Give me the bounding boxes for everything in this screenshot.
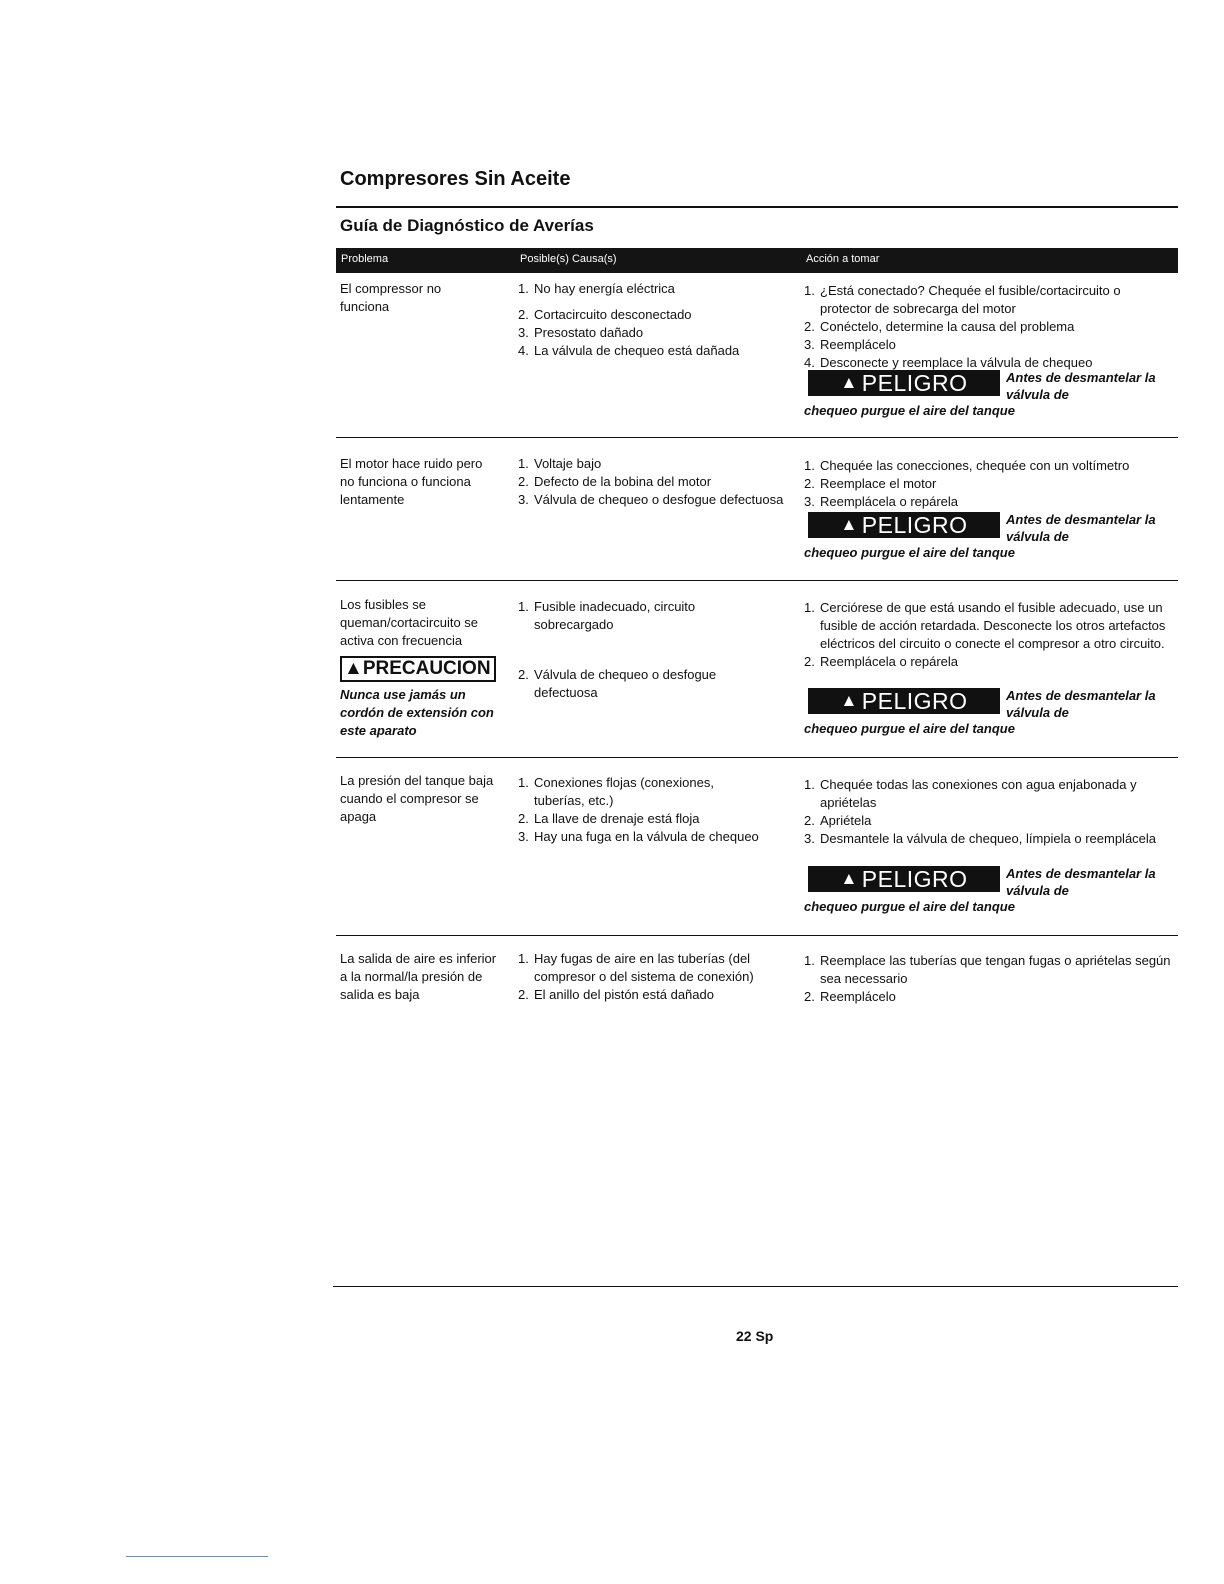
table-header <box>336 248 1178 273</box>
list-item: 2. El anillo del pistón está dañado <box>518 987 714 1002</box>
warning-triangle-icon: ▲ <box>840 515 858 534</box>
list-item: 4. Desconecte y reemplace la válvula de chequeo <box>804 355 1093 370</box>
list-item: 1. Chequée las conecciones, chequée con un voltímetro <box>804 458 1130 473</box>
title-divider <box>336 206 1178 208</box>
header-problem: Problema <box>341 253 389 265</box>
list-item: 2. Cortacircuito desconectado <box>518 307 692 322</box>
row-divider <box>336 757 1178 758</box>
danger-warning: ▲ PELIGRO Antes de desmantelar la válvula de chequeo purgue el aire del tanque <box>804 687 1156 736</box>
list-item: 2. Reemplácelo <box>804 989 896 1004</box>
section-title: Guía de Diagnóstico de Averías <box>340 216 594 235</box>
list-item: 1. Hay fugas de aire en las tuberías (del compresor o del sistema de conexión) <box>518 951 754 984</box>
list-item: 2. Defecto de la bobina del motor <box>518 474 712 489</box>
warning-triangle-icon: ▲ <box>840 869 858 888</box>
row-3-actions <box>804 599 1174 671</box>
list-item: 2. La llave de drenaje está floja <box>518 811 700 826</box>
warning-triangle-icon: ▲ <box>840 373 858 392</box>
row-1-problem: El compressor no funciona <box>340 281 442 314</box>
row-1-actions <box>804 282 1174 372</box>
list-item: 4. La válvula de chequeo está dañada <box>518 343 740 358</box>
list-item: 2. Reemplace el motor <box>804 476 937 491</box>
footer-divider <box>333 1286 1178 1287</box>
list-item: 3. Presostato dañado <box>518 325 644 340</box>
list-item: 3. Hay una fuga en la válvula de chequeo <box>518 829 759 844</box>
scan-artifact-line <box>126 1556 268 1557</box>
list-item: 1. No hay energía eléctrica <box>518 281 675 296</box>
row-divider <box>336 580 1178 581</box>
caution-warning: ▲PRECAUCION Nunca use jamás un cordón de extensión con este aparato <box>340 656 510 740</box>
row-2-causes <box>518 455 788 509</box>
header-action: Acción a tomar <box>806 253 880 265</box>
list-item: 2. Válvula de chequeo o desfogue defectuosa <box>518 667 717 700</box>
danger-warning: ▲ PELIGRO Antes de desmantelar la válvula de chequeo purgue el aire del tanque <box>804 511 1156 560</box>
warning-triangle-icon: ▲ <box>344 658 363 679</box>
row-3-causes <box>518 598 788 702</box>
warning-triangle-icon: ▲ <box>840 691 858 710</box>
list-item: 2. Apriétela <box>804 813 872 828</box>
row-1-causes <box>518 280 788 360</box>
list-item: 1. Reemplace las tuberías que tengan fugas o apriételas según sea necessario <box>804 953 1171 986</box>
list-item: 2. Conéctelo, determine la causa del problema <box>804 319 1075 334</box>
list-item: 1. Fusible inadecuado, circuito sobrecargado <box>518 599 696 632</box>
header-causes: Posible(s) Causa(s) <box>520 253 617 265</box>
row-4-causes <box>518 774 788 846</box>
row-4-problem: La presión del tanque baja cuando el compresor se apaga <box>340 773 494 824</box>
list-item: 1. Voltaje bajo <box>518 456 602 471</box>
list-item: 3. Válvula de chequeo o desfogue defectuosa <box>518 492 784 507</box>
row-divider <box>336 437 1178 438</box>
page-title: Compresores Sin Aceite <box>340 168 571 190</box>
danger-warning: ▲ PELIGRO Antes de desmantelar la válvula de chequeo purgue el aire del tanque <box>804 865 1156 914</box>
list-item: 3. Reemplácelo <box>804 337 896 352</box>
row-divider <box>336 935 1178 936</box>
row-3-problem: Los fusibles se queman/cortacircuito se activa con frecuencia <box>340 597 479 648</box>
row-2-problem: El motor hace ruido pero no funciona o funciona lentamente <box>340 456 483 507</box>
row-4-actions <box>804 776 1174 848</box>
list-item: 1. Conexiones flojas (conexiones, tuberías, etc.) <box>518 775 714 808</box>
row-5-causes <box>518 950 788 1004</box>
danger-warning: ▲ PELIGRO Antes de desmantelar la válvula de chequeo purgue el aire del tanque <box>804 369 1156 418</box>
list-item: 2. Reemplácela o repárela <box>804 654 959 669</box>
row-5-problem: La salida de aire es inferior a la normal/la presión de salida es baja <box>340 951 497 1002</box>
page-number: 22 Sp <box>736 1328 774 1344</box>
list-item: 3. Reemplácela o repárela <box>804 494 959 509</box>
list-item: 1. ¿Está conectado? Chequée el fusible/cortacircuito o protector de sobrecarga del motor <box>804 283 1121 316</box>
row-5-actions <box>804 952 1174 1006</box>
list-item: 3. Desmantele la válvula de chequeo, límpiela o reemplácela <box>804 831 1157 846</box>
list-item: 1. Chequée todas las conexiones con agua enjabonada y apriételas <box>804 777 1137 810</box>
row-2-actions <box>804 457 1174 511</box>
list-item: 1. Cerciórese de que está usando el fusible adecuado, use un fusible de acción retardada. Desconecte los otros artefactos eléctricos del circuito o conecte el compresor a otro circuito. <box>804 600 1166 651</box>
